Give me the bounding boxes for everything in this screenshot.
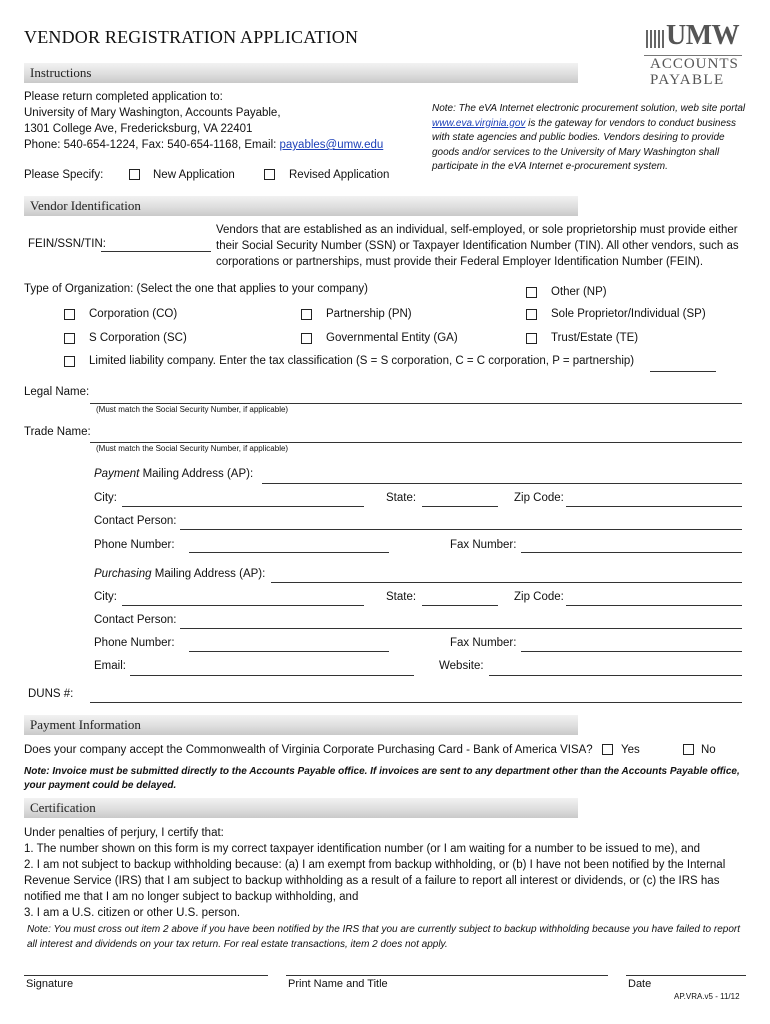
purchasing-state-input[interactable]	[422, 605, 498, 606]
return-address	[24, 89, 424, 153]
llc-checkbox[interactable]	[64, 356, 75, 367]
address-line-1: Please return completed application to:	[24, 91, 223, 103]
purchasing-contact-label: Contact Person:	[94, 614, 177, 626]
payment-city-input[interactable]	[122, 506, 364, 507]
sole-proprietor-label: Sole Proprietor/Individual (SP)	[551, 308, 706, 320]
cert-item-3: 3. I am a U.S. citizen or other U.S. person.	[24, 907, 241, 919]
logo-payable-text: PAYABLE	[650, 72, 725, 88]
new-application-label: New Application	[153, 169, 235, 181]
address-line-2: University of Mary Washington, Accounts Payable,	[24, 107, 281, 119]
llc-label: Limited liability company. Enter the tax classification (S = S corporation, C = C corporation, P = partnership)	[89, 355, 635, 367]
payment-phone-input[interactable]	[189, 552, 389, 553]
visa-yes-label: Yes	[621, 744, 640, 756]
purchasing-city-input[interactable]	[122, 605, 364, 606]
columns-icon	[644, 26, 666, 48]
print-name-input[interactable]	[286, 975, 608, 976]
org-type-label: Type of Organization: (Select the one that applies to your company)	[24, 283, 368, 295]
other-np-checkbox[interactable]	[526, 287, 537, 298]
revised-application-label: Revised Application	[289, 169, 390, 181]
logo-accounts-text: ACCOUNTS	[650, 56, 739, 72]
governmental-entity-checkbox[interactable]	[301, 333, 312, 344]
legal-name-input[interactable]	[90, 403, 742, 404]
purchasing-address-rest: Mailing Address (AP):	[151, 568, 266, 580]
payment-information-heading: Payment Information	[24, 715, 578, 735]
payment-address-label	[94, 466, 253, 482]
revised-application-checkbox[interactable]	[264, 169, 275, 180]
visa-no-label: No	[701, 744, 716, 756]
date-label: Date	[628, 978, 652, 990]
logo-umw-text: UMW	[666, 20, 740, 51]
duns-label: DUNS #:	[28, 688, 74, 700]
please-specify-label: Please Specify:	[24, 169, 104, 181]
purchasing-address-input[interactable]	[271, 582, 742, 583]
payment-state-input[interactable]	[422, 506, 498, 507]
date-input[interactable]	[626, 975, 746, 976]
cert-item-1: 1. The number shown on this form is my correct taxpayer identification number (or I am waiting for a number to be issued to me), and	[24, 843, 701, 855]
vendor-identification-heading: Vendor Identification	[24, 196, 578, 216]
purchasing-zip-input[interactable]	[566, 605, 742, 606]
corporation-label: Corporation (CO)	[89, 308, 178, 320]
purchasing-contact-input[interactable]	[180, 628, 742, 629]
cert-item-2: 2. I am not subject to backup withholding because: (a) I am exempt from backup withholding, or (b) I have not been notified by the Internal Revenue Service (IRS) that I am subject to backup withholding as a result of a failure to report all interest or dividends, or (c) the IRS has notified me that I am no longer subject to backup withholding, and	[24, 859, 726, 903]
purchasing-city-label: City:	[94, 591, 117, 603]
legal-name-note: (Must match the Social Security Number, if applicable)	[96, 405, 289, 414]
visa-yes-checkbox[interactable]	[602, 744, 613, 755]
payment-phone-label: Phone Number:	[94, 539, 175, 551]
payment-fax-input[interactable]	[521, 552, 742, 553]
s-corporation-checkbox[interactable]	[64, 333, 75, 344]
s-corporation-label: S Corporation (SC)	[89, 332, 187, 344]
website-input[interactable]	[489, 675, 742, 676]
new-application-checkbox[interactable]	[129, 169, 140, 180]
certification-heading: Certification	[24, 798, 578, 818]
llc-classification-input[interactable]	[650, 371, 716, 372]
trade-name-note: (Must match the Social Security Number, if applicable)	[96, 444, 289, 453]
payment-zip-label: Zip Code:	[514, 492, 564, 504]
trade-name-label: Trade Name:	[24, 426, 91, 438]
trust-estate-checkbox[interactable]	[526, 333, 537, 344]
email-link[interactable]: payables@umw.edu	[279, 139, 384, 151]
invoice-note: Note: Invoice must be submitted directly to the Accounts Payable office. If invoices are sent to any department other than the Accounts Payable office, your payment could be delayed.	[24, 766, 740, 791]
eva-note	[432, 102, 750, 175]
phone-fax-text: Phone: 540-654-1224, Fax: 540-654-1168, Email:	[24, 139, 280, 151]
print-name-label: Print Name and Title	[288, 978, 388, 990]
other-np-label: Other (NP)	[551, 286, 607, 298]
purchasing-fax-label: Fax Number:	[450, 637, 517, 649]
partnership-checkbox[interactable]	[301, 309, 312, 320]
purchasing-phone-input[interactable]	[189, 651, 389, 652]
payment-address-rest: Mailing Address (AP):	[139, 468, 254, 480]
payment-contact-input[interactable]	[180, 529, 742, 530]
certification-body	[24, 825, 746, 921]
eva-note-text-end: is the gateway for vendors to conduct business with state agencies and public bodies. Vendors desiring to provide goods and/or services to the University of Mary Washington shall participate in the eVA Internet e-procurement system.	[432, 117, 737, 172]
payment-fax-label: Fax Number:	[450, 539, 517, 551]
payment-state-label: State:	[386, 492, 417, 504]
umw-logo	[640, 22, 748, 90]
eva-note-text: Note: The eVA Internet electronic procurement solution, web site portal	[432, 103, 746, 114]
purchasing-phone-label: Phone Number:	[94, 637, 175, 649]
purchasing-fax-input[interactable]	[521, 651, 742, 652]
fein-instructions: Vendors that are established as an individual, self-employed, or sole proprietorship must provide either their Social Security Number (SSN) or Taxpayer Identification Number (TIN). All other vendors, such as corporations or partnerships, must provide their Federal Employer Identification Number (FEIN).	[216, 224, 739, 268]
visa-no-checkbox[interactable]	[683, 744, 694, 755]
governmental-entity-label: Governmental Entity (GA)	[326, 332, 458, 344]
purchasing-zip-label: Zip Code:	[514, 591, 564, 603]
signature-input[interactable]	[24, 975, 268, 976]
email-label: Email:	[94, 660, 126, 672]
purchasing-address-label	[94, 566, 265, 582]
fein-input[interactable]	[101, 251, 211, 252]
trade-name-input[interactable]	[90, 442, 742, 443]
fein-label: FEIN/SSN/TIN:	[28, 238, 106, 250]
trust-estate-label: Trust/Estate (TE)	[551, 332, 639, 344]
page-title: VENDOR REGISTRATION APPLICATION	[24, 27, 359, 47]
duns-input[interactable]	[90, 702, 742, 703]
address-line-3: 1301 College Ave, Fredericksburg, VA 22401	[24, 123, 253, 135]
payment-contact-label: Contact Person:	[94, 515, 177, 527]
purchasing-state-label: State:	[386, 591, 417, 603]
email-input[interactable]	[130, 675, 414, 676]
payment-city-label: City:	[94, 492, 117, 504]
purchasing-em: Purchasing	[94, 568, 152, 580]
visa-question: Does your company accept the Commonwealth of Virginia Corporate Purchasing Card - Bank of America VISA?	[24, 744, 593, 756]
payment-em: Payment	[94, 468, 140, 480]
instructions-heading: Instructions	[24, 63, 578, 83]
eva-link[interactable]: www.eva.virginia.gov	[432, 117, 526, 129]
partnership-label: Partnership (PN)	[326, 308, 412, 320]
payment-address-input[interactable]	[262, 483, 742, 484]
payment-zip-input[interactable]	[566, 506, 742, 507]
cert-intro: Under penalties of perjury, I certify that:	[24, 827, 224, 839]
legal-name-label: Legal Name:	[24, 386, 90, 398]
certification-note: Note: You must cross out item 2 above if you have been notified by the IRS that you are currently subject to backup withholding because you have failed to report all interest and dividends on your tax return. For real estate transactions, item 2 does not apply.	[27, 924, 741, 950]
website-label: Website:	[439, 660, 484, 672]
form-code: AP.VRA.v5 - 11/12	[674, 992, 740, 1001]
corporation-checkbox[interactable]	[64, 309, 75, 320]
signature-label: Signature	[26, 978, 74, 990]
sole-proprietor-checkbox[interactable]	[526, 309, 537, 320]
address-line-4	[24, 137, 424, 153]
